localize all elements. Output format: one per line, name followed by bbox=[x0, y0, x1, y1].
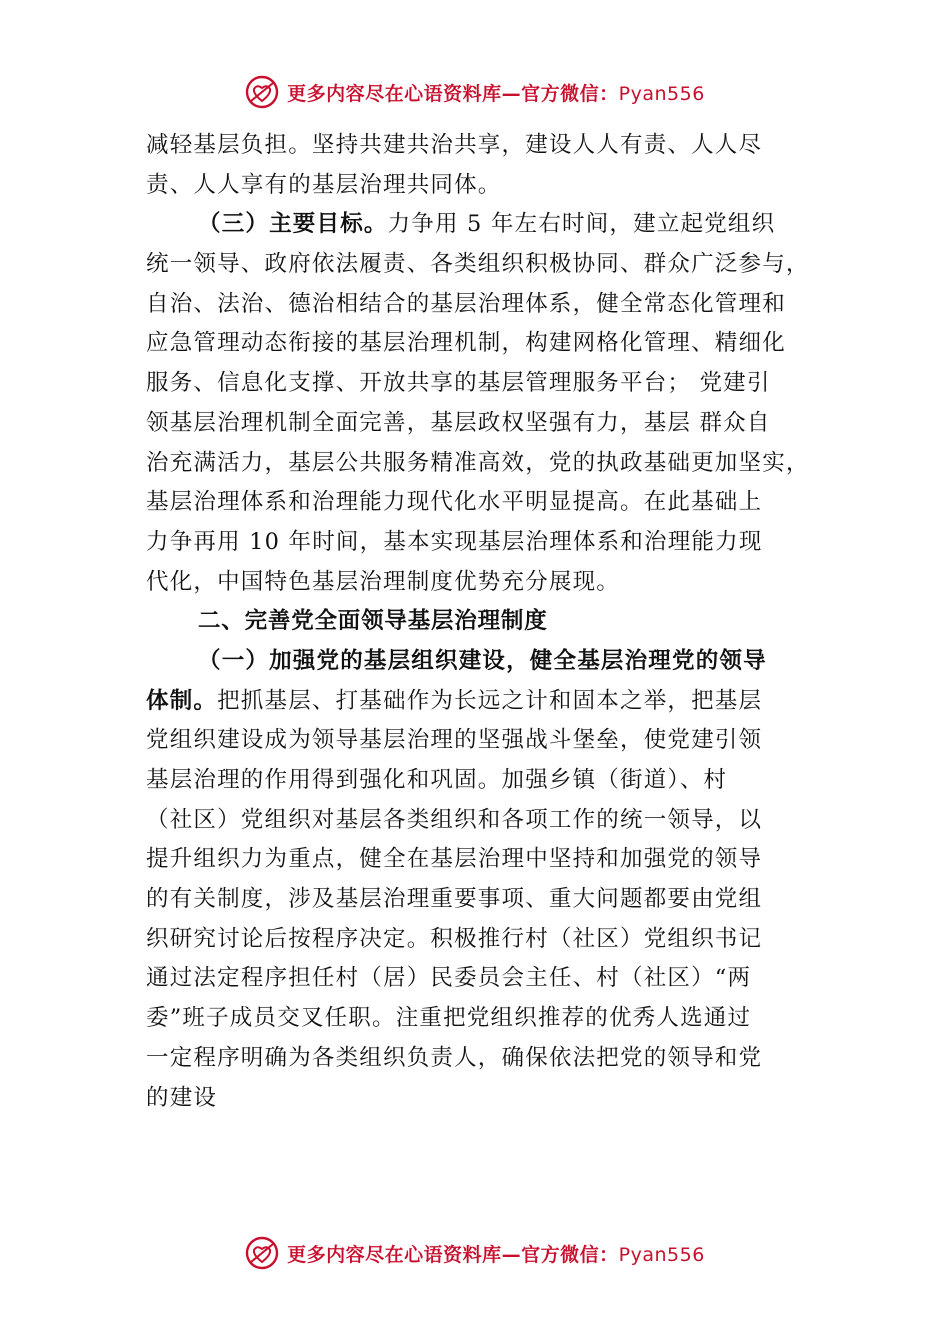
body-line: 基层治理的作用得到强化和巩固。加强乡镇（街道）、村 bbox=[146, 767, 728, 793]
body-line: 党组织建设成为领导基层治理的坚强战斗堡垒，使党建引领 bbox=[146, 727, 763, 754]
footer-banner bbox=[0, 1231, 950, 1275]
body-line: 体制。把抓基层、打基础作为长远之计和固本之举，把基层 bbox=[146, 687, 763, 714]
header-banner bbox=[0, 70, 950, 114]
banner-inner bbox=[245, 1236, 705, 1270]
body-line: 织研究讨论后按程序决定。积极推行村（社区）党组织书记 bbox=[146, 925, 763, 952]
body-line: 力争再用 10 年时间，基本实现基层治理体系和治理能力现 bbox=[146, 528, 763, 555]
wechat-id: Pyan556 bbox=[618, 1243, 705, 1266]
body-line: 减轻基层负担。坚持共建共治共享，建设人人有责、人人尽 bbox=[146, 132, 763, 158]
body-line: 委”班子成员交叉任职。注重把党组织推荐的优秀人选通过 bbox=[146, 1005, 752, 1032]
body-line: 责、人人享有的基层治理共同体。 bbox=[146, 171, 502, 198]
banner-text: 更多内容尽在心语资料库—官方微信：Pyan556 bbox=[287, 82, 705, 105]
heart-logo-icon bbox=[245, 1236, 279, 1270]
body-line: 自治、法治、德治相结合的基层治理体系，健全常态化管理和 bbox=[146, 290, 786, 317]
banner-inner bbox=[245, 75, 705, 109]
body-line: 领基层治理机制全面完善，基层政权坚强有力，基层 群众自 bbox=[146, 409, 771, 436]
body-line: 的建设 bbox=[146, 1084, 218, 1111]
body-line: 应急管理动态衔接的基层治理机制，构建网格化管理、精细化 bbox=[146, 330, 786, 357]
body-line: 基层治理体系和治理能力现代化水平明显提高。在此基础上 bbox=[146, 489, 763, 516]
heart-logo-icon bbox=[245, 75, 279, 109]
body-line: 治充满活力，基层公共服务精准高效，党的执政基础更加坚实， bbox=[146, 449, 810, 476]
body-line: 的有关制度，涉及基层治理重要事项、重大问题都要由党组 bbox=[146, 886, 763, 913]
body-line: （社区）党组织对基层各类组织和各项工作的统一领导，以 bbox=[146, 806, 763, 833]
body-line: 一定程序明确为各类组织负责人，确保依法把党的领导和党 bbox=[146, 1044, 763, 1071]
body-line: 统一领导、政府依法履责、各类组织积极协同、群众广泛参与， bbox=[146, 251, 810, 278]
banner-text: 更多内容尽在心语资料库—官方微信：Pyan556 bbox=[287, 1243, 705, 1266]
subsection-heading: （一）加强党的基层组织建设，健全基层治理党的领导 bbox=[198, 647, 767, 674]
body-line: 通过法定程序担任村（居）民委员会主任、村（社区）“两 bbox=[146, 965, 752, 992]
body-line: 提升组织力为重点，健全在基层治理中坚持和加强党的领导 bbox=[146, 846, 763, 873]
document-body bbox=[146, 126, 836, 1118]
section-heading-main-goals: （三）主要目标。力争用 5 年左右时间，建立起党组织 bbox=[198, 211, 776, 238]
body-line: 代化，中国特色基层治理制度优势充分展现。 bbox=[146, 568, 621, 595]
chapter-heading: 二、完善党全面领导基层治理制度 bbox=[198, 608, 548, 635]
body-line: 服务、信息化支撑、开放共享的基层管理服务平台； 党建引 bbox=[146, 370, 771, 397]
wechat-id: Pyan556 bbox=[618, 82, 705, 105]
